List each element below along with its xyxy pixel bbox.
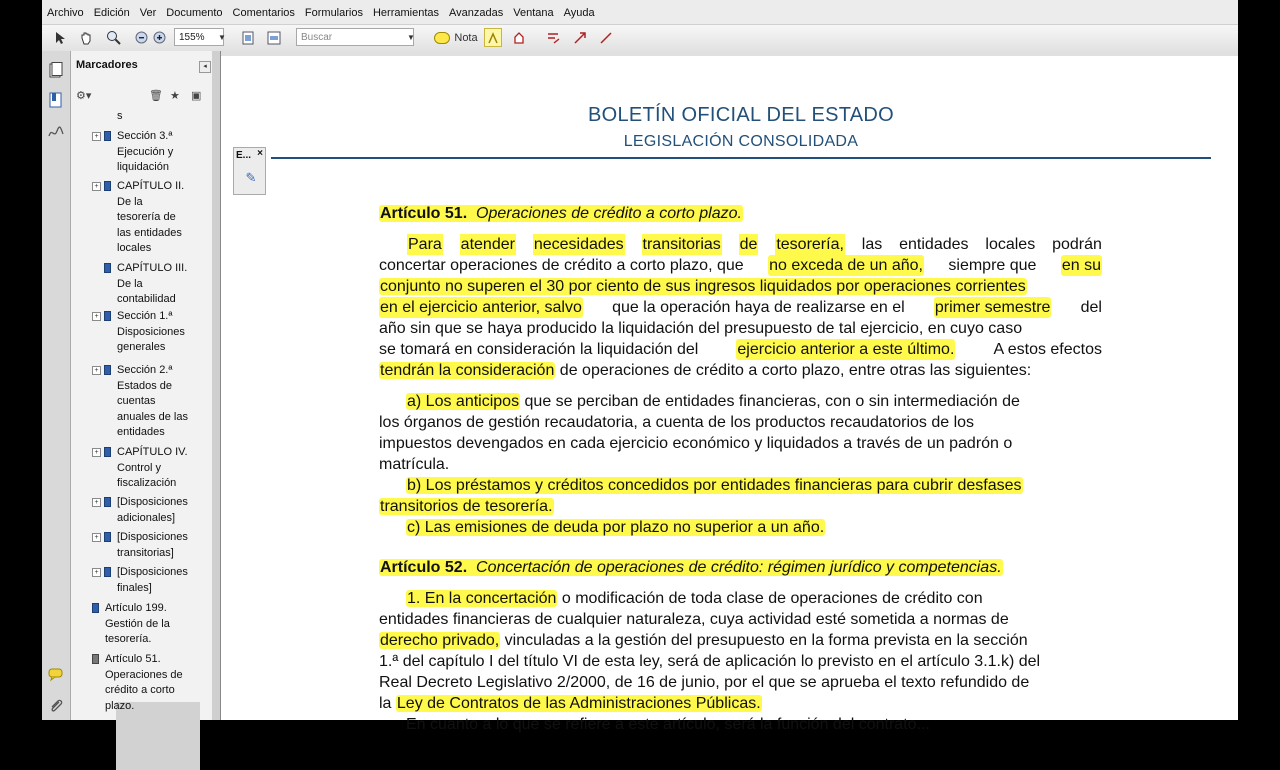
bookmark-item[interactable]: Artículo 199. Gestión de la tesorería. (105, 602, 170, 646)
paragraph-line (379, 588, 1102, 609)
text-word: las (861, 236, 883, 253)
highlighted-word[interactable]: necesidades (533, 236, 624, 253)
bookmarks-tree (71, 109, 201, 720)
text-run: A estos efectos (993, 341, 1102, 358)
bookmark-item[interactable]: [Disposiciones transitorias] (117, 531, 188, 559)
highlighted-text[interactable]: c) Las emisiones de deuda por plazo no superior a un año. (407, 519, 825, 536)
paragraph-line (379, 360, 1102, 381)
highlighted-text[interactable]: derecho privado, (380, 632, 500, 649)
text-run: vinculadas a la gestión del presupuesto en la forma prevista en la sección (504, 632, 1028, 649)
comments-list-icon[interactable] (47, 665, 65, 683)
bookmarks-toolbar (71, 87, 212, 107)
bookmark-icon (104, 311, 111, 321)
header-rule (271, 157, 1211, 159)
note-icon (434, 32, 450, 44)
menu-ayuda[interactable]: Ayuda (563, 7, 595, 19)
paragraph-line (379, 496, 1102, 517)
menu-archivo[interactable]: Archivo (47, 7, 84, 19)
paragraph-line (379, 297, 1102, 318)
text-run: que la operación haya de realizarse en el (612, 299, 905, 316)
bookmark-item[interactable]: CAPÍTULO II. De la tesorería de las entidades locales (117, 180, 185, 255)
zoom-tool-icon[interactable] (104, 28, 122, 47)
bookmark-icon (104, 181, 111, 191)
zoom-level-field[interactable]: 155% (174, 28, 224, 46)
bookmark-item[interactable]: [Disposiciones adicionales] (117, 496, 188, 524)
attachments-icon[interactable] (47, 697, 65, 715)
highlighted-text[interactable]: conjunto no superen el 30 por ciento de sus ingresos liquidados por operaciones corrientes (380, 278, 1026, 295)
highlighted-text[interactable]: transitorios de tesorería. (380, 498, 553, 515)
menu-comentarios[interactable]: Comentarios (232, 7, 295, 19)
text-run: se tomará en consideración la liquidación del (379, 341, 699, 358)
arrow-tool-icon[interactable] (572, 28, 588, 47)
bookmark-icon (104, 497, 111, 507)
paragraph-line: impuestos devengados en cada ejercicio económico y liquidados a través de un padrón o (379, 435, 1013, 452)
zoom-dropdown-chevron-icon[interactable]: ▼ (218, 33, 226, 42)
expand-toggle-icon[interactable]: + (92, 498, 101, 507)
hand-tool-icon[interactable] (78, 28, 94, 47)
bookmark-item[interactable]: CAPÍTULO III. De la contabilidad (117, 262, 188, 306)
highlighted-word[interactable]: Para (408, 236, 442, 253)
bookmark-icon (92, 603, 99, 613)
boe-header-title: BOLETÍN OFICIAL DEL ESTADO (587, 104, 894, 126)
panel-options-icon[interactable]: ◂ (199, 61, 211, 73)
expand-toggle-icon[interactable]: + (92, 312, 101, 321)
search-input[interactable]: Buscar (296, 28, 414, 46)
menu-ver[interactable]: Ver (139, 7, 157, 19)
paragraph-line (379, 339, 1102, 360)
pdf-reader-window (42, 0, 1238, 733)
paragraph-line: matrícula. (379, 456, 450, 473)
highlighted-text[interactable]: b) Los préstamos y créditos concedidos por entidades financieras para cubrir desfases (407, 477, 1022, 494)
text-word: locales (985, 236, 1036, 253)
paragraph-line (379, 276, 1102, 297)
signatures-icon[interactable] (47, 123, 65, 141)
highlighted-word[interactable]: atender (460, 236, 515, 253)
bookmark-icon (104, 447, 111, 457)
bookmark-icon (104, 365, 111, 375)
expand-toggle-icon[interactable]: + (92, 448, 101, 457)
zoom-in-icon[interactable] (152, 28, 166, 47)
navigation-strip (42, 51, 71, 720)
highlighted-text[interactable]: no exceda de un año, (769, 257, 923, 274)
bookmarks-panel (71, 51, 213, 720)
expand-toggle-icon[interactable]: + (92, 366, 101, 375)
article-52-heading (379, 557, 1102, 578)
bookmark-item[interactable]: Artículo 51. Operaciones de crédito a corto plazo. (105, 653, 183, 712)
toolbar (42, 24, 1238, 52)
menu-ventana[interactable]: Ventana (513, 7, 554, 19)
paragraph-line: los órganos de gestión recaudatoria, a cuenta de los productos recaudatorios de los (379, 414, 975, 431)
highlighted-text[interactable]: primer semestre (934, 299, 1051, 316)
fit-page-icon[interactable] (240, 28, 256, 47)
highlighted-word[interactable]: transitorias (642, 236, 721, 253)
select-tool-icon[interactable] (52, 28, 68, 47)
article-51-number: Artículo 51. (380, 205, 468, 222)
pages-icon[interactable] (47, 61, 65, 79)
expand-toggle-icon[interactable]: + (92, 533, 101, 542)
bookmark-item[interactable]: Sección 3.ª Ejecución y liquidación (117, 130, 174, 174)
expand-toggle-icon[interactable]: + (92, 132, 101, 141)
highlight-text-icon[interactable] (484, 28, 502, 47)
paragraph-line (379, 475, 1102, 496)
note-popup-title: E... (236, 150, 252, 161)
highlighted-text[interactable]: a) Los anticipos (407, 393, 520, 410)
paragraph-line: Real Decreto Legislativo 2/2000, de 16 de junio, por el que se aprueba el texto refundido de (379, 674, 1030, 691)
menu-herramientas[interactable]: Herramientas (372, 7, 440, 19)
options-gear-icon[interactable]: ⚙▾ (76, 90, 92, 102)
line-tool-icon[interactable] (598, 28, 614, 47)
stamp-icon[interactable] (510, 28, 528, 47)
text-word: entidades (899, 236, 969, 253)
text-run: de operaciones de crédito a corto plazo, entre otras las siguientes: (559, 362, 1032, 379)
paragraph-line (379, 391, 1102, 412)
highlighted-text[interactable]: tendrán la consideración (380, 362, 555, 379)
expand-toggle-icon[interactable]: + (92, 182, 101, 191)
paragraph-line (379, 693, 1102, 714)
search-dropdown-chevron-icon[interactable]: ▼ (407, 33, 415, 42)
article-51-title: Operaciones de crédito a corto plazo. (476, 205, 742, 222)
article-52-number: Artículo 52. (380, 559, 468, 576)
new-bookmark-icon[interactable]: ★ (170, 90, 180, 102)
delete-bookmark-icon[interactable]: 🗑 (149, 90, 163, 102)
paragraph-line: 1.ª del capítulo I del título VI de esta ley, será de aplicación lo previsto en el artículo 3.1.k) del (379, 653, 1041, 670)
menu-formularios[interactable]: Formularios (304, 7, 363, 19)
paragraph-line (379, 517, 1102, 538)
paragraph-line (379, 630, 1102, 651)
text-run: o modificación de toda clase de operaciones de crédito con (561, 590, 983, 607)
paragraph-line (379, 714, 1102, 735)
expand-toggle-icon[interactable]: + (92, 568, 101, 577)
text-word: podrán (1052, 236, 1102, 253)
menu-edicion[interactable]: Edición (93, 7, 130, 19)
bookmark-icon (104, 131, 111, 141)
note-popup[interactable] (233, 147, 266, 195)
text-run: que se perciban de entidades financieras, con o sin intermediación de (524, 393, 1020, 410)
menu-documento[interactable]: Documento (166, 7, 223, 19)
text-run: siempre que (948, 257, 1037, 274)
zoom-out-icon[interactable] (134, 28, 148, 47)
article-52-title: Concertación de operaciones de crédito: régimen jurídico y competencias. (476, 559, 1002, 576)
bookmark-icon (104, 532, 111, 542)
bookmark-icon (104, 567, 111, 577)
note-button[interactable] (430, 28, 482, 47)
bookmarks-icon[interactable] (47, 91, 65, 109)
highlighted-text[interactable]: 1. En la concertación (407, 590, 557, 607)
text-run: la (379, 695, 392, 712)
comment-tools-icon[interactable] (544, 28, 562, 47)
bookmark-item[interactable]: Sección 1.ª Disposiciones generales (117, 310, 185, 354)
text-run: En cuanto a lo que se refiere a este artículo, será la función del contrato... (406, 716, 930, 733)
boe-header-subtitle: LEGISLACIÓN CONSOLIDADA (623, 133, 859, 150)
bookmark-item[interactable]: s (117, 110, 123, 122)
document-area (221, 51, 1238, 733)
menu-bar (42, 3, 1238, 23)
highlighted-word[interactable]: de (739, 236, 758, 253)
paragraph-line: año sin que se haya producido la liquidación del presupuesto de tal ejercicio, en cuyo caso (379, 320, 1023, 337)
note-popup-icon: ✎ (245, 170, 257, 185)
highlighted-text[interactable]: ejercicio anterior a este último. (737, 341, 955, 358)
paragraph-line: entidades financieras de cualquier naturaleza, cuya actividad esté sometida a normas de (379, 611, 1009, 628)
text-run: concertar operaciones de crédito a corto plazo, que (379, 257, 744, 274)
highlighted-text[interactable]: Ley de Contratos de las Administraciones Públicas. (396, 695, 761, 712)
menu-avanzadas[interactable]: Avanzadas (449, 7, 504, 19)
note-label: Nota (454, 31, 478, 44)
expand-bookmark-icon[interactable]: ▣ (191, 90, 202, 102)
highlighted-word[interactable]: tesorería, (776, 236, 844, 253)
bookmark-item[interactable]: CAPÍTULO IV. Control y fiscalización (117, 446, 188, 490)
bookmark-item[interactable]: Sección 2.ª Estados de cuentas anuales de las entidades (117, 364, 188, 439)
note-popup-close-icon[interactable]: × (257, 148, 263, 159)
text-run: del (1080, 299, 1102, 316)
bookmark-icon (104, 263, 111, 273)
bookmarks-panel-title: Marcadores (76, 59, 138, 71)
paragraph-line (379, 234, 1102, 255)
highlighted-text[interactable]: en el ejercicio anterior, salvo (380, 299, 582, 316)
fit-width-icon[interactable] (266, 28, 282, 47)
panel-splitter[interactable] (212, 51, 221, 720)
bookmark-item[interactable]: [Disposiciones finales] (117, 566, 188, 594)
article-51-heading (379, 203, 1102, 224)
pdf-page (221, 56, 1238, 733)
bookmark-icon (92, 654, 99, 664)
highlighted-text[interactable]: en su (1061, 257, 1101, 274)
paragraph-line (379, 255, 1102, 276)
